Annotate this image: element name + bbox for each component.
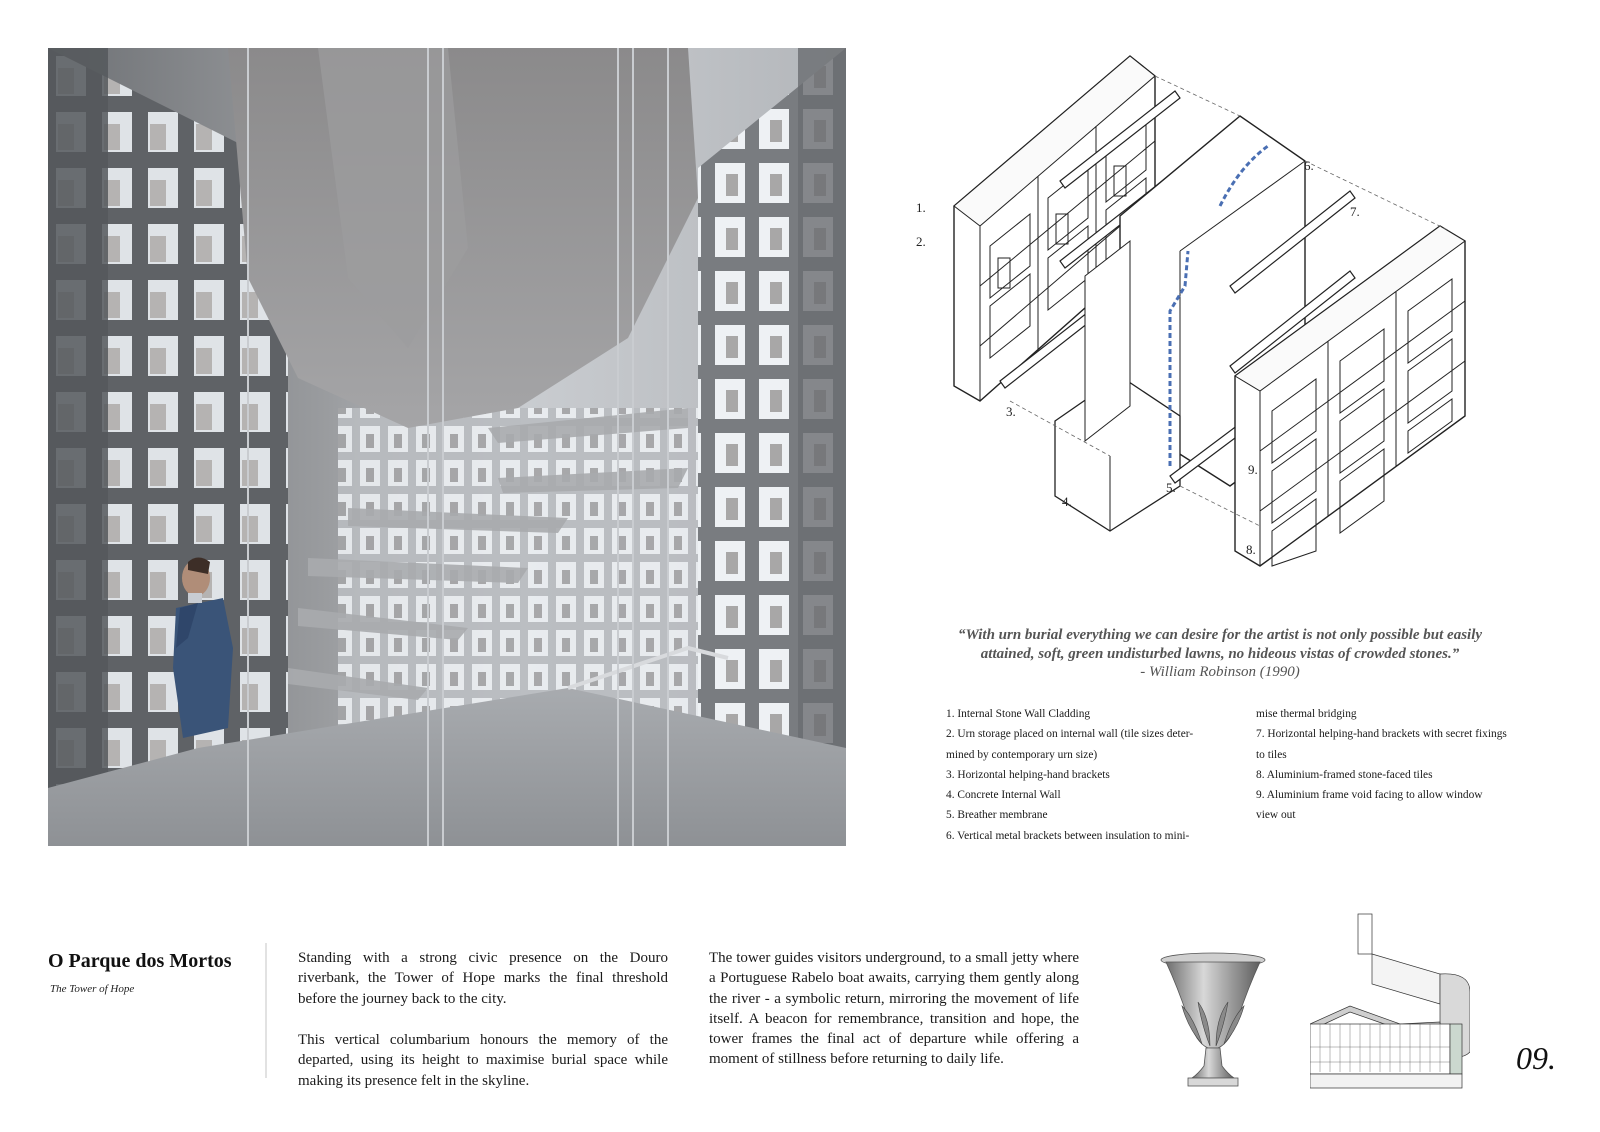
exploded-wall-diagram <box>916 46 1510 606</box>
axonometric-drawing <box>930 46 1510 606</box>
legend-item: mise thermal bridging <box>1256 708 1357 720</box>
callout-9: 9. <box>1248 462 1258 477</box>
legend-item: 1. Internal Stone Wall Cladding <box>946 708 1091 720</box>
quote-line-2: attained, soft, green undisturbed lawns, no hideous vistas of crowded stones.” <box>980 646 1460 662</box>
right-wall-frame <box>798 48 846 846</box>
legend-column-left <box>946 704 1236 846</box>
legend-item: 8. Aluminium-framed stone-faced tiles <box>1256 768 1433 781</box>
legend-item: 4. Concrete Internal Wall <box>946 789 1061 802</box>
legend-item: 6. Vertical metal brackets between insulation to mini- <box>946 829 1190 842</box>
urn-icon <box>1158 948 1268 1088</box>
building-section-illustration <box>1310 912 1470 1090</box>
vertical-divider <box>265 943 267 1078</box>
legend-item: 3. Horizontal helping-hand brackets <box>946 768 1110 781</box>
callout-4: 4. <box>1062 494 1072 509</box>
interior-render-image <box>48 48 846 846</box>
left-wall-frame <box>48 48 108 846</box>
legend-item: to tiles <box>1256 748 1287 761</box>
quote-block <box>930 626 1510 664</box>
project-subtitle: The Tower of Hope <box>50 983 135 995</box>
section-drawing <box>1310 912 1470 1090</box>
legend-item: mined by contemporary urn size) <box>946 748 1098 761</box>
quote-line-1: “With urn burial everything we can desire for the artist is not only possible but easily <box>957 627 1483 643</box>
legend-item: 2. Urn storage placed on internal wall (tile sizes deter- <box>946 728 1194 741</box>
callout-8: 8. <box>1246 542 1256 557</box>
callout-5: 5. <box>1166 480 1176 495</box>
callout-7: 7. <box>1350 204 1360 219</box>
callout-2: 2. <box>916 234 926 249</box>
legend-item: 5. Breather membrane <box>946 809 1048 822</box>
quote-author: - William Robinson (1990) <box>1140 664 1300 680</box>
body-paragraph-3: The tower guides visitors underground, to a small jetty where a Portuguese Rabelo boat awaits, carrying them gently along the river - a symbolic return, mirroring the movement of life itself. A beacon for remembrance, transition and hope, the tower frames the final act of departure while offering a moment of stillness before returning to daily life. <box>709 950 1079 1068</box>
callout-1: 1. <box>916 200 926 215</box>
project-title: O Parque dos Mortos <box>48 950 232 972</box>
body-paragraph-2: This vertical columbarium honours the memory of the departed, using its height to maximise burial space while making its presence felt in the skyline. <box>298 1032 668 1089</box>
body-paragraph-1: Standing with a strong civic presence on the Douro riverbank, the Tower of Hope marks the final threshold before the journey back to the city. <box>298 950 668 1007</box>
urn-illustration <box>1158 948 1268 1088</box>
legend-item: view out <box>1256 809 1296 822</box>
callout-3: 3. <box>1006 404 1016 419</box>
legend-item: 7. Horizontal helping-hand brackets with secret fixings <box>1256 728 1507 741</box>
callout-6: 6. <box>1304 158 1314 173</box>
legend-item: 9. Aluminium frame void facing to allow window <box>1256 789 1483 802</box>
render-illustration <box>48 48 846 846</box>
legend-column-right <box>1256 704 1546 826</box>
page-number: 09. <box>1516 1040 1556 1076</box>
